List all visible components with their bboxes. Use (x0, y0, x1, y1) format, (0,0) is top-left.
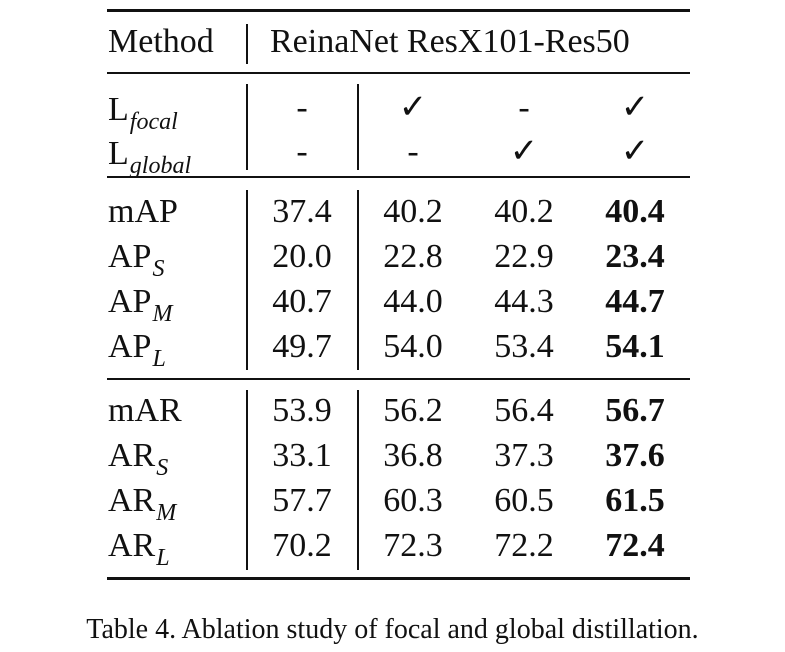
row-label-arm: $AR_M$ (108, 482, 177, 526)
cell-arl-1: 70.2 (272, 527, 332, 564)
mark-lfocal-3: - (518, 89, 530, 126)
header-rule (107, 72, 690, 74)
mark-lglobal-2: - (407, 133, 419, 170)
loss-rule (107, 176, 690, 178)
baseline-divider-ar (357, 390, 359, 570)
cell-ars-2: 36.8 (383, 437, 443, 474)
baseline-divider-loss (357, 84, 359, 170)
cell-apl-2: 54.0 (383, 328, 443, 365)
cell-mar-1: 53.9 (272, 392, 332, 429)
method-header: Method (108, 23, 214, 60)
method-divider-header (246, 24, 248, 64)
row-label-lglobal: $L_{global}$ (108, 135, 192, 179)
ap-rule (107, 378, 690, 380)
cell-apl-4: 54.1 (605, 328, 665, 365)
cell-mar-2: 56.2 (383, 392, 443, 429)
mark-lglobal-4: ✓ (620, 133, 650, 170)
cell-apl-1: 49.7 (272, 328, 332, 365)
method-divider-ar (246, 390, 248, 570)
cell-arl-3: 72.2 (494, 527, 554, 564)
group-header: ReinaNet ResX101-Res50 (270, 23, 630, 60)
cell-arm-3: 60.5 (494, 482, 554, 519)
cell-ars-3: 37.3 (494, 437, 554, 474)
cell-ars-1: 33.1 (272, 437, 332, 474)
cell-mar-3: 56.4 (494, 392, 554, 429)
cell-arl-2: 72.3 (383, 527, 443, 564)
mark-lfocal-4: ✓ (620, 89, 650, 126)
cell-arm-2: 60.3 (383, 482, 443, 519)
cell-apm-1: 40.7 (272, 283, 332, 320)
cell-map-4: 40.4 (605, 193, 665, 230)
row-label-aps: $AP_S$ (108, 238, 165, 282)
top-rule (107, 9, 690, 12)
row-label-apl: $AP_L$ (108, 328, 166, 372)
mark-lglobal-3: ✓ (509, 133, 539, 170)
cell-arm-4: 61.5 (605, 482, 665, 519)
cell-apm-2: 44.0 (383, 283, 443, 320)
cell-aps-2: 22.8 (383, 238, 443, 275)
cell-apl-3: 53.4 (494, 328, 554, 365)
mark-lfocal-1: - (296, 89, 308, 126)
cell-aps-3: 22.9 (494, 238, 554, 275)
row-label-arl: $AR_L$ (108, 527, 170, 571)
row-label-mar: mAR (108, 392, 182, 429)
cell-apm-4: 44.7 (605, 283, 665, 320)
mark-lfocal-2: ✓ (398, 89, 428, 126)
cell-mar-4: 56.7 (605, 392, 665, 429)
cell-aps-4: 23.4 (605, 238, 665, 275)
cell-aps-1: 20.0 (272, 238, 332, 275)
cell-map-3: 40.2 (494, 193, 554, 230)
cell-apm-3: 44.3 (494, 283, 554, 320)
bottom-rule (107, 577, 690, 580)
cell-map-2: 40.2 (383, 193, 443, 230)
row-label-apm: $AP_M$ (108, 283, 173, 327)
row-label-lfocal: $L_{focal}$ (108, 91, 178, 135)
method-divider-loss (246, 84, 248, 170)
method-divider-ap (246, 190, 248, 370)
mark-lglobal-1: - (296, 133, 308, 170)
cell-map-1: 37.4 (272, 193, 332, 230)
cell-ars-4: 37.6 (605, 437, 665, 474)
table-caption: Table 4. Ablation study of focal and global distillation. (86, 614, 699, 645)
row-label-map: mAP (108, 193, 178, 230)
row-label-ars: $AR_S$ (108, 437, 169, 481)
baseline-divider-ap (357, 190, 359, 370)
cell-arl-4: 72.4 (605, 527, 665, 564)
cell-arm-1: 57.7 (272, 482, 332, 519)
